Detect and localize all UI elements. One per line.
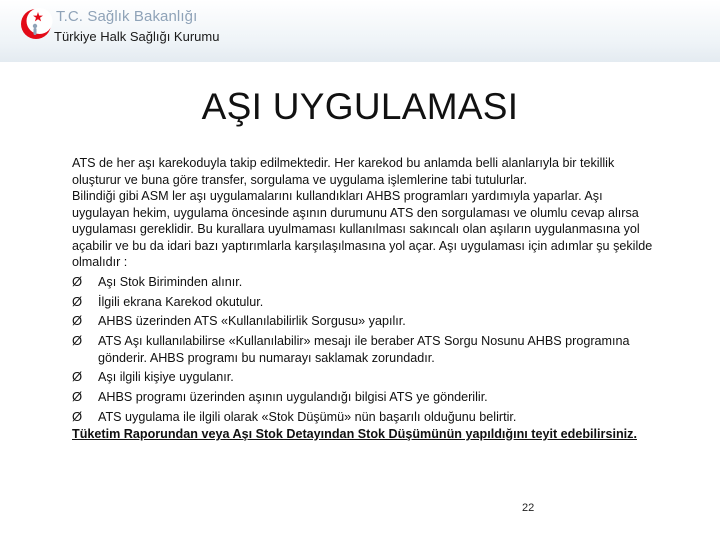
slide-body — [72, 155, 662, 442]
arrow-bullet-icon: Ø — [72, 369, 83, 385]
arrow-bullet-icon: Ø — [72, 409, 83, 425]
list-item — [72, 274, 662, 291]
list-item — [72, 369, 662, 386]
paragraph-intro: ATS de her aşı karekoduyla takip edilmektedir. Her karekod bu anlamda belli alanlarıyla bir tekillik oluşturur ve buna göre transfer, sorgulama ve uygulama işlemlerine tabi tutulurlar. — [72, 156, 615, 187]
crescent-star-icon — [18, 6, 54, 42]
slide-title: AŞI UYGULAMASI — [201, 86, 519, 127]
list-item — [72, 409, 662, 426]
step-text: AHBS üzerinden ATS «Kullanılabilirlik Sorgusu» yapılır. — [98, 314, 406, 329]
step-list — [72, 274, 662, 426]
header-band — [0, 0, 720, 62]
arrow-bullet-icon: Ø — [72, 389, 83, 405]
arrow-bullet-icon: Ø — [72, 273, 83, 289]
ministry-name: T.C. Sağlık Bakanlığı — [56, 8, 198, 25]
institute-name: Türkiye Halk Sağlığı Kurumu — [54, 29, 220, 44]
arrow-bullet-icon: Ø — [72, 333, 83, 349]
step-text: Aşı Stok Biriminden alınır. — [98, 274, 243, 289]
arrow-bullet-icon: Ø — [72, 313, 83, 329]
list-item — [72, 313, 662, 330]
page-number: 22 — [522, 502, 535, 514]
list-item — [72, 333, 662, 366]
step-text: ATS uygulama ile ilgili olarak «Stok Düşümü» nün başarılı olduğunu belirtir. — [98, 410, 517, 425]
step-text: AHBS programı üzerinden aşının uygulandığı bilgisi ATS ye gönderilir. — [98, 390, 488, 405]
step-text: İlgili ekrana Karekod okutulur. — [98, 294, 264, 309]
arrow-bullet-icon: Ø — [72, 293, 83, 309]
step-text: ATS Aşı kullanılabilirse «Kullanılabilir» mesajı ile beraber ATS Sorgu Nosunu AHBS programına gönderir. AHBS programı bu numarayı saklamak zorundadır. — [98, 334, 630, 365]
verification-note: Tüketim Raporundan veya Aşı Stok Detayından Stok Düşümünün yapıldığını teyit edebilirsiniz. — [72, 426, 637, 441]
paragraph-procedure: Bilindiği gibi ASM ler aşı uygulamalarını kullandıkları AHBS programları yardımıyla yaparlar. Aşı uygulayan hekim, uygulama öncesinde aşının durumunu ATS den sorgulaması ve olumlu cevap alırsa uygulaması gereklidir. Bu kurallara uyulmaması kullanılması sakıncalı olan aşıların uygulanmasına yol açabilir ve bu da idari bazı yaptırımlarla karşılaşılmasına yol açar. Aşı uygulaması için adımlar şu şekilde olmalıdır : — [72, 189, 653, 269]
list-item — [72, 294, 662, 311]
step-text: Aşı ilgili kişiye uygulanır. — [98, 370, 234, 385]
list-item — [72, 389, 662, 406]
